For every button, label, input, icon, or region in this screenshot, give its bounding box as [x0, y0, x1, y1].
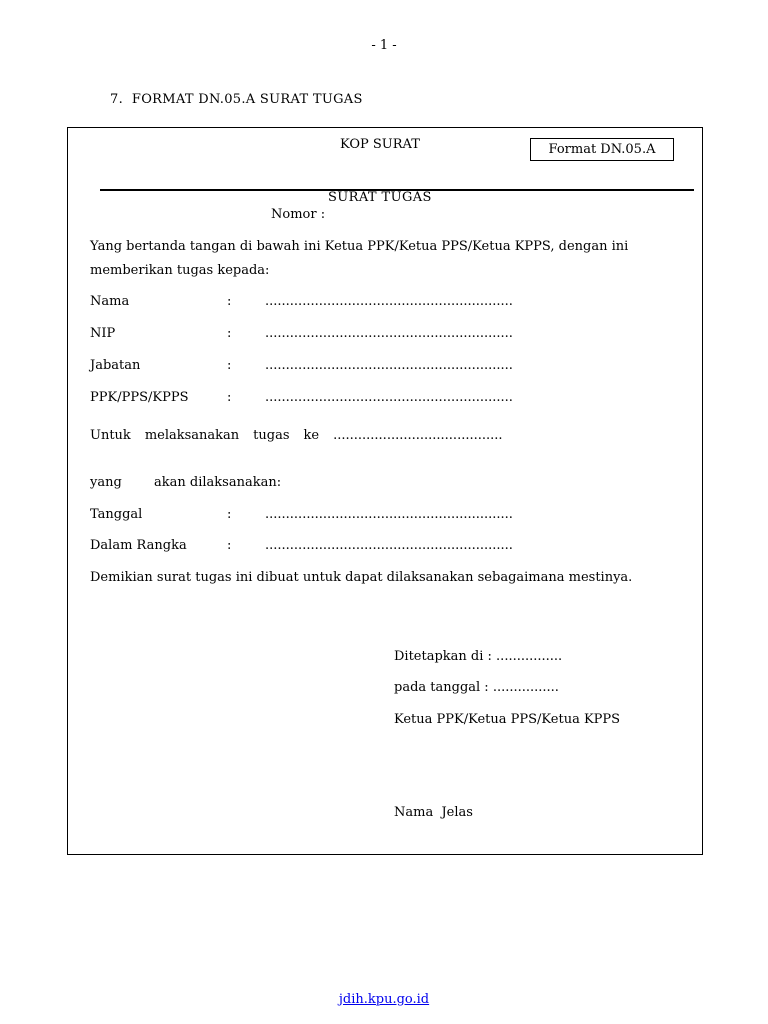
- letterhead-placeholder: KOP SURAT: [340, 137, 420, 152]
- field-label-dalam-rangka: Dalam Rangka: [90, 538, 187, 553]
- field-label-ppk-pps-kpps: PPK/PPS/KPPS: [90, 390, 189, 405]
- field-label-nama: Nama: [90, 294, 130, 309]
- schedule-word-akan: akan dilaksanakan:: [154, 475, 282, 490]
- field-label-nip: NIP: [90, 326, 116, 341]
- field-value-tanggal: ............................................................: [265, 507, 513, 522]
- signature-place: Ditetapkan di : ................: [394, 649, 563, 664]
- nomor-label: Nomor :: [271, 207, 326, 222]
- signature-date: pada tanggal : ................: [394, 680, 559, 695]
- field-value-nip: ............................................................: [265, 326, 513, 341]
- signature-name: Nama Jelas: [394, 805, 473, 820]
- task-word: melaksanakan: [144, 428, 240, 443]
- task-destination-value: .........................................: [333, 428, 503, 443]
- schedule-word-yang: yang: [90, 475, 122, 490]
- field-value-jabatan: ............................................................: [265, 358, 513, 373]
- field-value-nama: ............................................................: [265, 294, 513, 309]
- field-colon: :: [227, 294, 232, 309]
- intro-paragraph: Yang bertanda tangan di bawah ini Ketua PPK/Ketua PPS/Ketua KPPS, dengan ini memberikan tugas kepada:: [90, 239, 629, 278]
- format-code-box: Format DN.05.A: [530, 138, 674, 161]
- field-value-dalam-rangka: ............................................................: [265, 538, 513, 553]
- field-label-tanggal: Tanggal: [90, 507, 143, 522]
- field-value-ppk-pps-kpps: ............................................................: [265, 390, 513, 405]
- page-number: - 1 -: [371, 38, 397, 53]
- field-colon: :: [227, 390, 232, 405]
- field-colon: :: [227, 326, 232, 341]
- closing-paragraph: Demikian surat tugas ini dibuat untuk dapat dilaksanakan sebagaimana mestinya.: [90, 570, 633, 585]
- field-colon: :: [227, 538, 232, 553]
- task-word: Untuk: [90, 428, 131, 443]
- task-line: [90, 428, 517, 443]
- field-colon: :: [227, 358, 232, 373]
- task-word: ke: [303, 428, 320, 443]
- document-title: SURAT TUGAS: [328, 190, 432, 205]
- field-colon: :: [227, 507, 232, 522]
- footer-link[interactable]: jdih.kpu.go.id: [338, 992, 430, 1007]
- field-label-jabatan: Jabatan: [90, 358, 141, 373]
- signature-position: Ketua PPK/Ketua PPS/Ketua KPPS: [394, 712, 621, 727]
- task-word: tugas: [253, 428, 290, 443]
- section-heading: 7. FORMAT DN.05.A SURAT TUGAS: [110, 92, 363, 107]
